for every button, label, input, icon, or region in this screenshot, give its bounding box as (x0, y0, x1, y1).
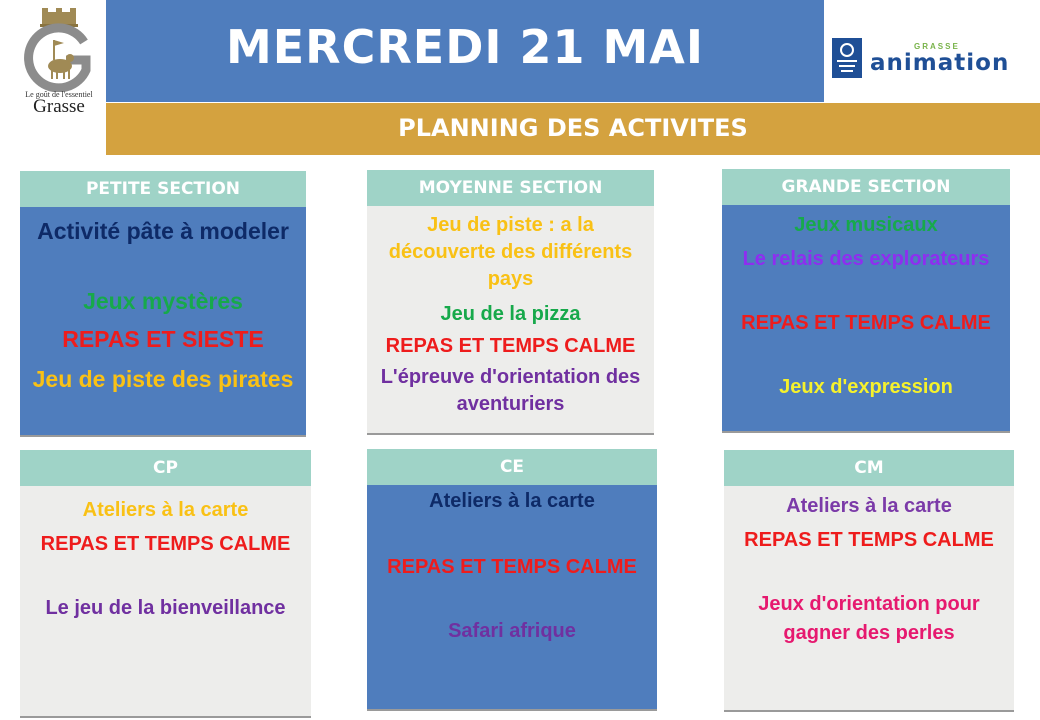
activity-item: L'épreuve d'orientation des aventuriers (380, 366, 641, 415)
card-body (20, 486, 311, 718)
activity-item: REPAS ET TEMPS CALME (744, 529, 994, 551)
grasse-crest-icon (14, 8, 104, 92)
card-cm (724, 450, 1014, 712)
logo-tagline: Le goût de l'essentiel (25, 90, 93, 99)
activity-item: Jeux musicaux (794, 214, 938, 236)
card-body (724, 486, 1014, 712)
activity-item: REPAS ET TEMPS CALME (387, 556, 637, 578)
card-title: CE (367, 449, 657, 485)
grasse-animation-logo (866, 40, 1031, 80)
card-grande-section (722, 169, 1010, 433)
card-moyenne-section (367, 170, 654, 435)
activity-item: Jeu de la pizza (440, 303, 581, 325)
activity-item: REPAS ET TEMPS CALME (741, 312, 991, 334)
activity-item: Le jeu de la bienveillance (45, 597, 286, 619)
activity-item: Jeu de piste : a la découverte des différents pays (388, 214, 633, 290)
activity-item: Activité pâte à modeler (37, 218, 289, 244)
activity-item: Ateliers à la carte (429, 490, 595, 512)
card-title: MOYENNE SECTION (367, 170, 654, 206)
activity-item: Jeux mystères (83, 288, 243, 314)
card-ce (367, 449, 657, 711)
logo-city: Grasse (33, 96, 85, 117)
activity-item: Jeux d'expression (779, 376, 953, 398)
caf-icon (832, 38, 862, 78)
page-subtitle: PLANNING DES ACTIVITES (398, 114, 748, 142)
title-banner (106, 0, 824, 102)
page-title: MERCREDI 21 MAI (225, 20, 705, 74)
card-title: PETITE SECTION (20, 171, 306, 207)
activity-item: Ateliers à la carte (786, 495, 952, 517)
card-body (722, 205, 1010, 433)
card-body (367, 485, 657, 711)
activity-item: Le relais des explorateurs (742, 248, 990, 270)
logo-anim-big: animation (870, 50, 1010, 76)
grasse-logo (14, 8, 104, 117)
activity-item: REPAS ET SIESTE (62, 326, 264, 352)
activity-item: Ateliers à la carte (82, 499, 249, 521)
activity-item: REPAS ET TEMPS CALME (40, 533, 291, 555)
card-title: GRANDE SECTION (722, 169, 1010, 205)
activity-item: Jeux d'orientation pour gagner des perles (758, 593, 980, 644)
subtitle-banner (106, 103, 1040, 155)
caf-logo (832, 38, 862, 78)
card-cp (20, 450, 311, 718)
activity-item: Jeu de piste des pirates (32, 366, 294, 392)
activity-item: REPAS ET TEMPS CALME (385, 335, 636, 357)
card-title: CM (724, 450, 1014, 486)
card-body (20, 207, 306, 437)
activity-item: Safari afrique (448, 620, 576, 642)
logo-anim-small: GRASSE (914, 42, 960, 51)
card-body (367, 206, 654, 435)
card-title: CP (20, 450, 311, 486)
card-petite-section (20, 171, 306, 437)
